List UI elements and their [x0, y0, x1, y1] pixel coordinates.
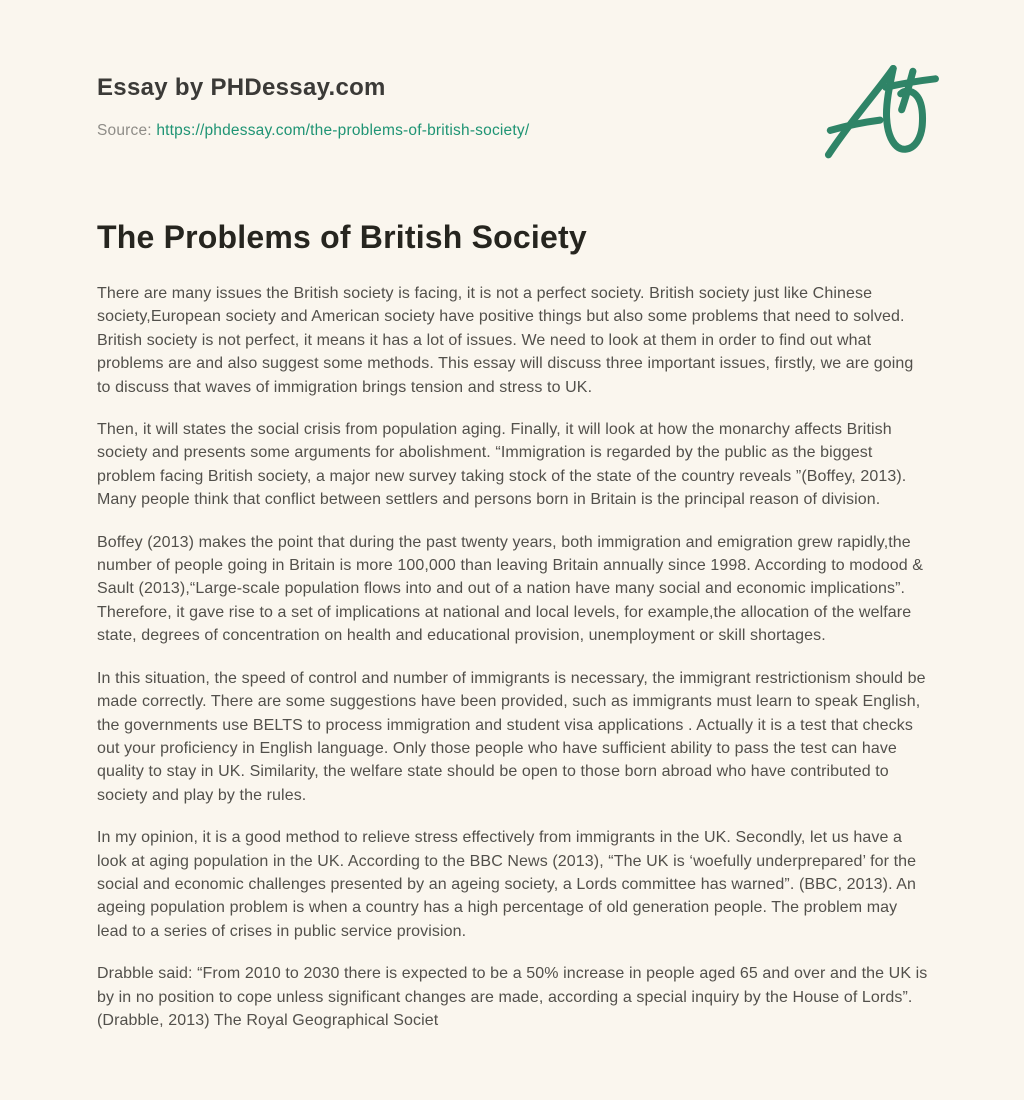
page-title: The Problems of British Society	[97, 219, 587, 255]
paragraph: In my opinion, it is a good method to relieve stress effectively from immigrants in the UK. Secondly, let us have a look at aging population in the UK. According to the BBC News (2013), “The UK is ‘woefully underprepared’ for the social and economic challenges presented by an ageing society, a Lords committee has warned”. (BBC, 2013). An ageing population problem is when a country has a high percentage of old generation people. The problem may lead to a series of crises in public service provision.	[97, 829, 917, 940]
source-row	[97, 122, 930, 140]
paragraph: In this situation, the speed of control and number of immigrants is necessary, the immigrant restrictionism should be made correctly. There are some suggestions have been provided, such as immigrants must learn to speak English, the governments use BELTS to process immigration and student visa applications . Actually it is a test that checks out your proficiency in English language. Only those people who have sufficient ability to pass the test can have quality to stay in UK. Similarity, the welfare state should be open to those born abroad who have contributed to society and play by the rules.	[97, 669, 926, 804]
paragraph: Drabble said: “From 2010 to 2030 there is expected to be a 50% increase in people aged 65 and over and the UK is by in no position to cope unless significant changes are made, according a special inquiry by the House of Lords”. (Drabble, 2013) The Royal Geographical Societ	[97, 965, 928, 1029]
page-content	[97, 0, 930, 1051]
paragraph: Then, it will states the social crisis from population aging. Finally, it will look at how the monarchy affects British society and presents some arguments for abolishment. “Immigration is regarded by the public as the biggest problem facing British society, a major new survey taking stock of the state of the country reveals ”(Boffey, 2013). Many people think that conflict between settlers and persons born in Britain is the principal reason of division.	[97, 421, 907, 509]
byline: Essay by PHDessay.com	[97, 74, 386, 101]
source-label: Source:	[97, 122, 152, 139]
paragraph: Boffey (2013) makes the point that during the past twenty years, both immigration and emigration grew rapidly,the number of people going in Britain is more 100,000 than leaving Britain annually since 1998. According to modood & Sault (2013),“Large-scale population flows into and out of a nation have many social and economic implications”. Therefore, it gave rise to a set of implications at national and local levels, for example,the allocation of the welfare state, degrees of concentration on health and educational provision, unemployment or skill shortages.	[97, 533, 924, 645]
source-link[interactable]: https://phdessay.com/the-problems-of-british-society/	[156, 122, 530, 139]
essay-body	[97, 282, 930, 1032]
paragraph: There are many issues the British society is facing, it is not a perfect society. British society just like Chinese society,European society and American society have positive things but also some problems that need to solved. British society is not perfect, it means it has a lot of issues. We need to look at them in order to find out what problems are and also suggest some methods. This essay will discuss three important issues, firstly, we are going to discuss that waves of immigration brings tension and stress to UK.	[97, 285, 914, 396]
